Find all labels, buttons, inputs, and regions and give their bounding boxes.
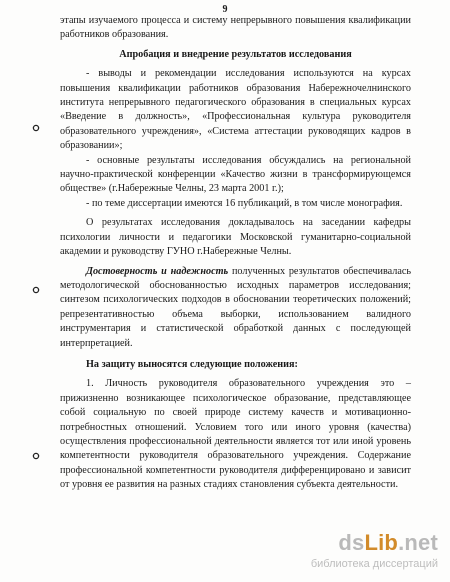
circle-mark-icon (32, 124, 40, 132)
bullet-publications: - по теме диссертации имеются 16 публикаций, в том числе монография. (86, 197, 403, 209)
circle-mark-icon (32, 286, 40, 294)
section-heading-approbation: Апробация и внедрение результатов исследования (119, 48, 352, 60)
document-body (60, 14, 411, 493)
watermark-subtitle: библиотека диссертаций (310, 558, 438, 570)
paragraph-continuation: этапы изучаемого процесса и систему непрерывного повышения квалификации работников образования. (60, 15, 411, 41)
circle-mark-icon (32, 452, 40, 460)
reliability-text: полученных результатов обеспечивалась методологической обоснованностью исходных параметров исследования; синтезом психологических подходов в обосновании теоретических положений; репрезентативностью объема выборки, использованием валидного инструментария и статистической обработкой данных с последующей интерпретацией. (60, 265, 412, 349)
section-heading-defense: На защиту выносятся следующие положения: (86, 358, 298, 370)
defense-point-1: 1. Личность руководителя образовательного учреждения это – прижизненно возникающее психологическое образование, представляющее собой социальную по своей природе систему качеств и мотивационно-потребностных отношений. Условием того или иного уровня (качества) осуществления профессиональной деятельности является тот или иной уровень компетентности руководителя образовательного учреждения. Содержание профессиональной компетентности руководителя дифференцировано и зависит от уровня ее развития на разных стадиях становления субъекта деятельности. (60, 378, 411, 491)
reliability-lead: Достоверность и надежность (86, 265, 229, 277)
paragraph-reliability (60, 265, 411, 351)
bullet-conference: - основные результаты исследования обсуждались на региональной научно-практической конференции «Качество жизни в трансформирующемся обществе» (г.Набережные Челны, 23 марта 2001 г.); (60, 154, 411, 195)
bullet-courses: - выводы и рекомендации исследования используются на курсах повышения квалификации работников образования Набережночелнинского института непрерывного педагогического образования в специальных курсах «Введение в должность», «Профессиональная культура руководителя образовательного учреждения», «Система аттестации руководящих кадров в образовании»; (60, 68, 411, 152)
paragraph-reports: О результатах исследования докладывалось на заседании кафедры психологии личности и педагогики Московской гуманитарно-социальной академии и руководству ГУНО г.Набережные Челны. (60, 217, 411, 258)
page-number: 9 (222, 4, 228, 15)
watermark-logo: dsLib.net (338, 530, 438, 555)
watermark (288, 530, 438, 574)
